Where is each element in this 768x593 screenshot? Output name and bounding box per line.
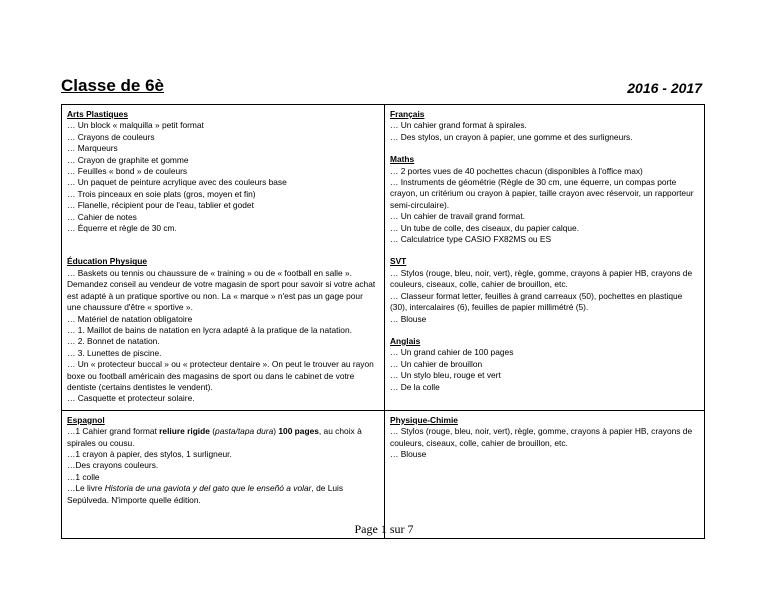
section-title: Anglais — [390, 335, 421, 346]
list-item: … Feuilles « bond » de couleurs — [67, 166, 188, 177]
list-item: … Un grand cahier de 100 pages — [390, 347, 514, 358]
list-item: … 3. Lunettes de piscine. — [67, 347, 162, 358]
list-item: … Crayon de graphite et gomme — [67, 154, 189, 165]
list-item: … De la colle — [390, 381, 440, 392]
list-item: … Des stylos, un crayon à papier, une gomme et des surligneurs. — [390, 131, 633, 142]
list-item: …Le livre Historia de una gaviota y del gato que le enseñó a volar, de Luis Sepúlveda. N'importe quelle édition. — [67, 483, 344, 505]
list-item: … Équerre et règle de 30 cm. — [67, 223, 177, 234]
list-item: … Matériel de natation obligatoire — [67, 313, 193, 324]
list-item: … Stylos (rouge, bleu, noir, vert), règle, gomme, crayons à papier HB, crayons de couleurs, ciseaux, colle, cahier de brouillon, etc. — [390, 267, 693, 290]
page-title: Classe de 6è — [61, 76, 165, 95]
left-column-cell — [62, 410, 385, 538]
list-item: … Un cahier de brouillon — [390, 358, 483, 369]
list-item: … Un paquet de peinture acrylique avec des couleurs base — [67, 177, 287, 188]
section-physical-education — [67, 256, 379, 404]
right-column-cell — [385, 410, 705, 538]
section-title: Éducation Physique — [67, 256, 148, 267]
section-title: Physique-Chimie — [390, 414, 458, 425]
school-year: 2016 - 2017 — [627, 80, 702, 96]
section-title: SVT — [390, 256, 407, 267]
list-item: … Blouse — [390, 313, 427, 324]
list-item: … Stylos (rouge, bleu, noir, vert), règle, gomme, crayons à papier HB, crayons de couleurs, ciseaux, colle, cahier de brouillon, etc. — [390, 426, 693, 448]
section-arts — [67, 109, 379, 234]
list-item: … Blouse — [390, 448, 427, 459]
list-item: … Baskets ou tennis ou chaussure de « training » ou de « football en salle ». Demandez conseil au vendeur de votre magasin de sport pour savoir si votre achat est adapté à un pratique sportive ou non. La « marque » n'est pas un gage pour une chaussure d'être « sportive ». — [67, 267, 376, 313]
right-column-cell — [385, 105, 705, 411]
table-row — [62, 105, 705, 411]
list-item: … Un block « malquilla » petit format — [67, 120, 204, 131]
section-title: Espagnol — [67, 414, 105, 425]
list-item: … Un « protecteur buccal » ou « protecteur dentaire ». On peut le trouver au rayon boxe ou football américain des magasins de sport ou dans le cabinet de votre dentiste (certains dentistes le vendent). — [67, 359, 374, 392]
left-column-cell — [62, 105, 385, 411]
list-item: … Un cahier de travail grand format. — [390, 211, 525, 222]
section-physics-chemistry — [390, 415, 699, 461]
list-item: …1 colle — [67, 471, 100, 482]
section-title: Arts Plastiques — [67, 109, 128, 119]
list-item: … Cahier de notes — [67, 211, 137, 222]
list-item: …1 crayon à papier, des stylos, 1 surligneur. — [67, 448, 232, 459]
table-row — [62, 410, 705, 538]
supplies-table — [61, 104, 705, 539]
list-item: … Un cahier grand format à spirales. — [390, 120, 527, 131]
list-item: … Flanelle, récipient pour de l'eau, tablier et godet — [67, 200, 254, 211]
list-item: … Un tube de colle, des ciseaux, du papier calque. — [390, 222, 580, 233]
section-spanish — [67, 415, 379, 506]
section-svt — [390, 256, 699, 324]
section-title: Maths — [390, 154, 415, 165]
section-french — [390, 109, 699, 143]
list-item: … Un stylo bleu, rouge et vert — [390, 370, 501, 381]
list-item: … Classeur format letter, feuilles à grand carreaux (50), pochettes en plastique (30), intercalaires (6), feuilles de papier millimétré (5). — [390, 290, 683, 313]
list-item: … 2. Bonnet de natation. — [67, 336, 160, 347]
section-title: Français — [390, 109, 425, 119]
section-maths — [390, 154, 699, 245]
list-item: … Marqueurs — [67, 143, 118, 154]
section-english — [390, 336, 699, 393]
list-item: … Calculatrice type CASIO FX82MS ou ES — [390, 234, 552, 245]
list-item: … Instruments de géométrie (Règle de 30 cm, une équerre, un compas porte crayon, un critérium ou crayon à papier, taille crayon avec réservoir, un rapporteur semi-circulaire). — [390, 177, 694, 210]
page-number: Page 1 sur 7 — [354, 522, 414, 536]
list-item: …Des crayons couleurs. — [67, 460, 159, 471]
list-item: … 1. Maillot de bains de natation en lycra adapté à la pratique de la natation. — [67, 324, 352, 335]
list-item: … 2 portes vues de 40 pochettes chacun (disponibles à l'office max) — [390, 165, 643, 176]
list-item: … Trois pinceaux en soie plats (gros, moyen et fin) — [67, 188, 256, 199]
list-item: …1 Cahier grand format reliure rigide (pasta/tapa dura) 100 pages, au choix à spirales ou cousu. — [67, 426, 362, 448]
list-item: … Casquette et protecteur solaire. — [67, 393, 195, 404]
list-item: … Crayons de couleurs — [67, 131, 155, 142]
